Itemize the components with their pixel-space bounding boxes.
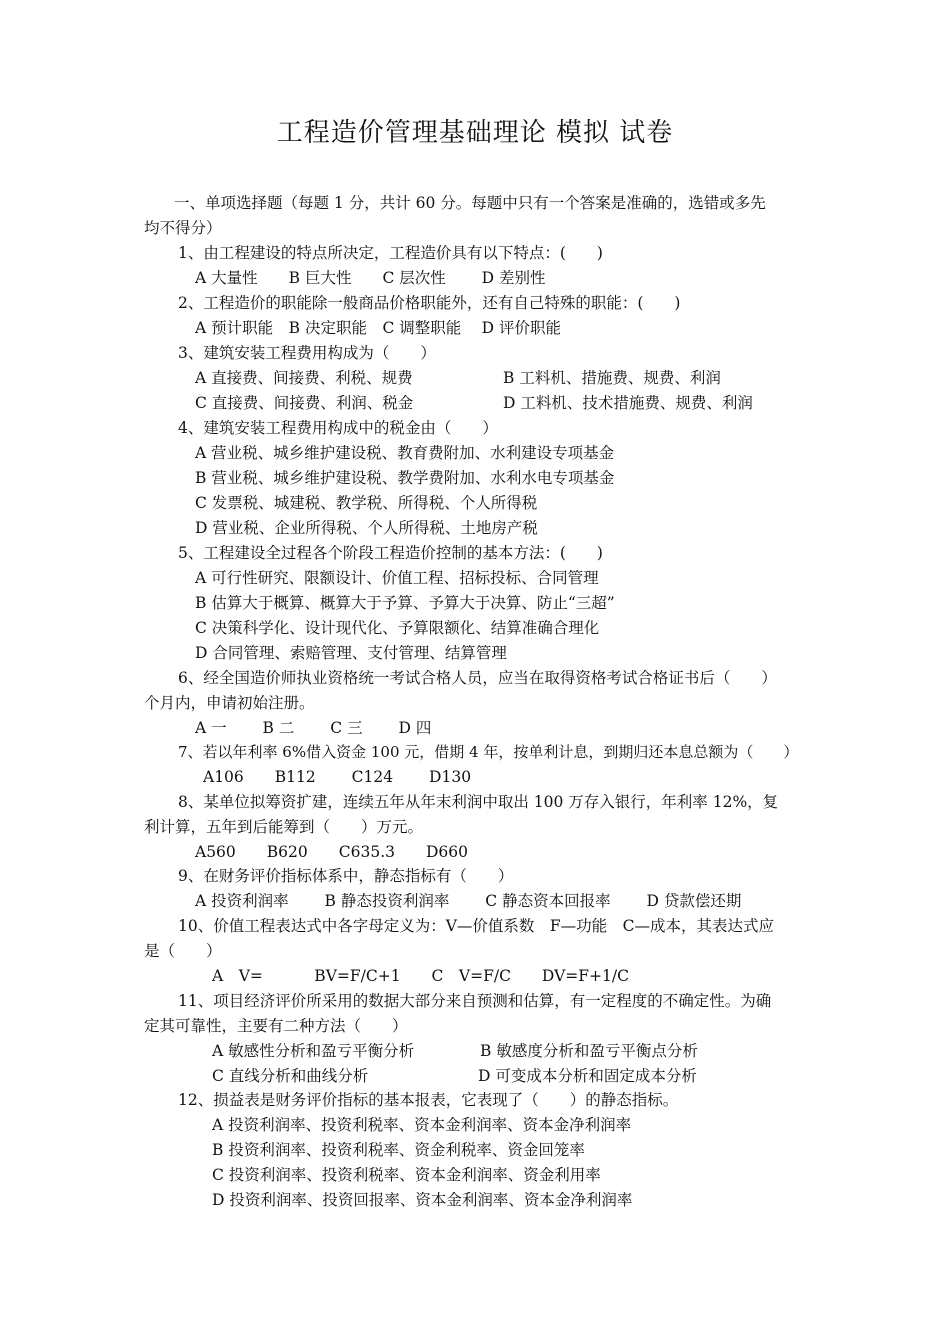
question-3-option-c: C 直接费、间接费、利润、税金 xyxy=(195,394,414,412)
question-4-option-d: D 营业税、企业所得税、个人所得税、土地房产税 xyxy=(195,519,538,537)
question-11: 11、项目经济评价所采用的数据大部分来自预测和估算，有一定程度的不确定性。为确 xyxy=(178,992,772,1010)
question-5-option-a: A 可行性研究、限额设计、价值工程、招标投标、合同管理 xyxy=(195,569,599,587)
question-2-options: A 预计职能 B 决定职能 C 调整职能 D 评价职能 xyxy=(195,319,562,337)
question-12-option-d: D 投资利润率、投资回报率、资本金利润率、资本金净利润率 xyxy=(212,1191,633,1209)
question-4-option-b: B 营业税、城乡维护建设税、教学费附加、水利水电专项基金 xyxy=(195,469,615,487)
question-7-options: A106 B112 C124 D130 xyxy=(203,768,472,786)
question-4-option-c: C 发票税、城建税、教学税、所得税、个人所得税 xyxy=(195,494,538,512)
question-3: 3、建筑安装工程费用构成为（ ） xyxy=(178,344,436,362)
question-8-options: A560 B620 C635.3 D660 xyxy=(195,843,468,861)
question-11-cont: 定其可靠性，主要有二种方法（ ） xyxy=(144,1017,408,1035)
section-heading-cont: 均不得分） xyxy=(144,219,222,237)
question-3-option-d: D 工料机、技术措施费、规费、利润 xyxy=(503,394,753,412)
question-5: 5、工程建设全过程各个阶段工程造价控制的基本方法：( ) xyxy=(178,544,603,562)
question-1-options: A 大量性 B 巨大性 C 层次性 D 差别性 xyxy=(195,269,546,287)
page-title: 工程造价管理基础理论 模拟 试卷 xyxy=(276,118,674,148)
question-3-option-b: B 工料机、措施费、规费、利润 xyxy=(503,369,721,387)
question-5-option-c: C 决策科学化、设计现代化、予算限额化、结算准确合理化 xyxy=(195,619,600,637)
question-10: 10、价值工程表达式中各字母定义为：V—价值系数 F—功能 C—成本，其表达式应 xyxy=(178,917,775,935)
question-4: 4、建筑安装工程费用构成中的税金由（ ） xyxy=(178,419,498,437)
question-7: 7、若以年利率 6%借入资金 100 元，借期 4 年，按单利计息，到期归还本息总额为（ ） xyxy=(178,743,799,761)
question-5-option-d: D 合同管理、索赔管理、支付管理、结算管理 xyxy=(195,644,507,662)
question-11-option-c: C 直线分析和曲线分析 xyxy=(212,1067,369,1085)
question-11-option-a: A 敏感性分析和盈亏平衡分析 xyxy=(212,1042,415,1060)
question-5-option-b: B 估算大于概算、概算大于予算、予算大于决算、防止“三超” xyxy=(195,594,615,612)
question-8: 8、某单位拟筹资扩建，连续五年从年末利润中取出 100 万存入银行，年利率 12%，复 xyxy=(178,793,779,811)
question-2: 2、工程造价的职能除一般商品价格职能外，还有自己特殊的职能：( ) xyxy=(178,294,681,312)
question-12: 12、损益表是财务评价指标的基本报表，它表现了（ ）的静态指标。 xyxy=(178,1091,679,1109)
question-9: 9、在财务评价指标体系中，静态指标有（ ） xyxy=(178,867,514,885)
question-9-options: A 投资利润率 B 静态投资利润率 C 静态资本回报率 D 贷款偿还期 xyxy=(195,892,742,910)
question-6-cont: 个月内，申请初始注册。 xyxy=(144,694,315,712)
question-12-option-b: B 投资利润率、投资利税率、资金利税率、资金回笼率 xyxy=(212,1141,585,1159)
question-12-option-c: C 投资利润率、投资利税率、资本金利润率、资金利用率 xyxy=(212,1166,601,1184)
section-heading: 一、单项选择题（每题 1 分，共计 60 分。每题中只有一个答案是准确的，选错或多先 xyxy=(174,194,766,212)
question-1: 1、由工程建设的特点所决定，工程造价具有以下特点：( ) xyxy=(178,244,603,262)
question-10-options: A V= BV=F/C+1 C V=F/C DV=F+1/C xyxy=(212,967,629,985)
question-11-option-d: D 可变成本分析和固定成本分析 xyxy=(478,1067,697,1085)
question-3-option-a: A 直接费、间接费、利税、规费 xyxy=(195,369,413,387)
question-12-option-a: A 投资利润率、投资利税率、资本金利润率、资本金净利润率 xyxy=(212,1116,632,1134)
question-11-option-b: B 敏感度分析和盈亏平衡点分析 xyxy=(480,1042,698,1060)
question-6: 6、经全国造价师执业资格统一考试合格人员，应当在取得资格考试合格证书后（ ） xyxy=(178,669,777,687)
question-4-option-a: A 营业税、城乡维护建设税、教育费附加、水利建设专项基金 xyxy=(195,444,615,462)
question-6-options: A 一 B 二 C 三 D 四 xyxy=(195,719,432,737)
question-10-cont: 是（ ） xyxy=(144,942,222,960)
question-8-cont: 利计算，五年到后能筹到（ ）万元。 xyxy=(144,818,424,836)
